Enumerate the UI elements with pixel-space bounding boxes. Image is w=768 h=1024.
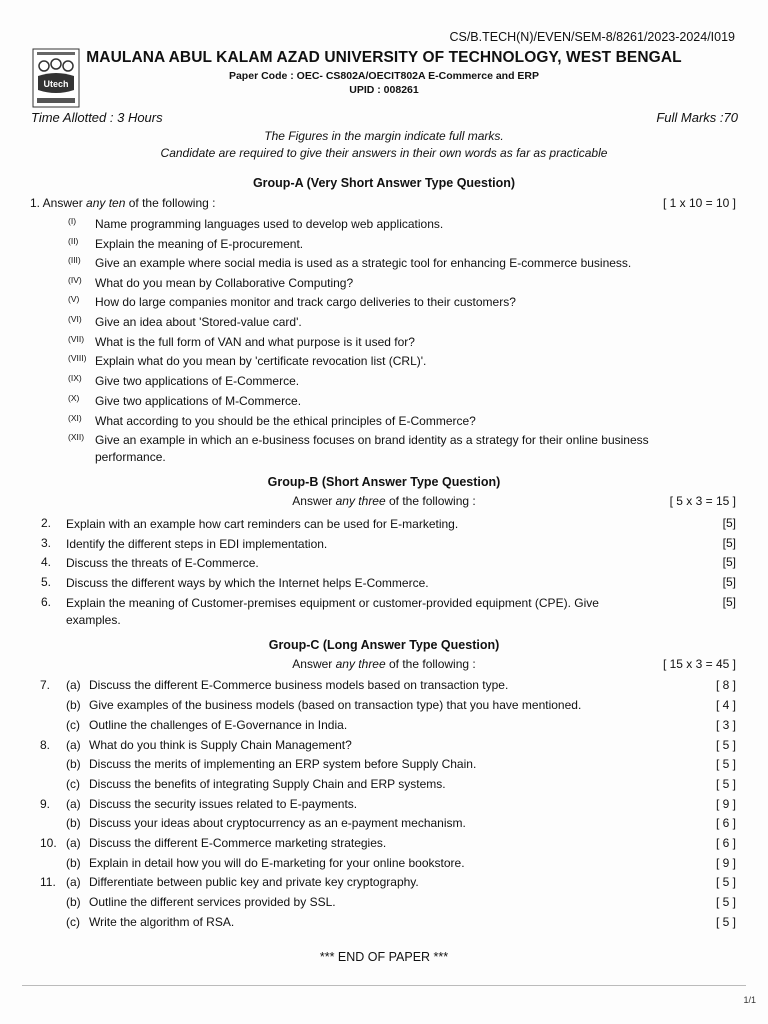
group-c-subpart-text: Discuss your ideas about cryptocurrency as an e-payment mechanism. bbox=[89, 816, 466, 830]
upid: UPID : 008261 bbox=[349, 84, 419, 96]
group-a-item-text: Give an example in which an e-business focuses on brand identity as a strategy for their online business performance. bbox=[95, 433, 649, 464]
group-c-subpart-label: (c) bbox=[66, 718, 80, 732]
group-c-subpart-text: Differentiate between public key and private key cryptography. bbox=[89, 875, 419, 889]
group-a-title: Group-A (Very Short Answer Type Question) bbox=[252, 176, 516, 190]
group-b-question-text: Discuss the threats of E-Commerce. bbox=[66, 556, 259, 570]
group-b-prompt: Answer any three of the following : bbox=[292, 494, 476, 508]
group-b-question-marks: [5] bbox=[722, 516, 736, 530]
group-c-subpart-label: (b) bbox=[66, 757, 81, 771]
group-a-item-text: How do large companies monitor and track cargo deliveries to their customers? bbox=[95, 295, 516, 309]
group-a-marks: [ 1 x 10 = 10 ] bbox=[662, 196, 736, 210]
page-bottom-rule bbox=[22, 985, 746, 986]
full-marks: Full Marks :70 bbox=[656, 110, 738, 125]
group-a-item-text: Give an idea about 'Stored-value card'. bbox=[95, 315, 302, 329]
group-c-question-number: 7. bbox=[40, 678, 51, 692]
instruction-own-words: Candidate are required to give their answers in their own words as far as practicable bbox=[160, 146, 608, 160]
group-c-subpart-label: (c) bbox=[66, 915, 80, 929]
group-c-subpart-label: (a) bbox=[66, 678, 81, 692]
group-a-item-text: Explain the meaning of E-procurement. bbox=[95, 237, 304, 251]
group-c-subpart-marks: [ 5 ] bbox=[715, 757, 736, 771]
group-c-question-number: 10. bbox=[40, 836, 57, 850]
group-c-subpart-label: (b) bbox=[66, 856, 81, 870]
group-c-subpart-label: (a) bbox=[66, 836, 81, 850]
group-a-item-number: (V) bbox=[68, 294, 80, 304]
group-c-subpart-label: (a) bbox=[66, 875, 81, 889]
group-a-item-text: Give two applications of M-Commerce. bbox=[95, 394, 302, 408]
group-a-item-text: Name programming languages used to develop web applications. bbox=[95, 217, 444, 231]
group-c-question-number: 8. bbox=[40, 738, 51, 752]
group-c-subpart-marks: [ 5 ] bbox=[715, 895, 736, 909]
group-b-question-number: 2. bbox=[41, 516, 52, 530]
group-c-marks: [ 15 x 3 = 45 ] bbox=[662, 657, 736, 671]
group-b-title: Group-B (Short Answer Type Question) bbox=[267, 475, 501, 489]
group-c-subpart-label: (a) bbox=[66, 797, 81, 811]
group-a-item-number: (XI) bbox=[68, 413, 82, 423]
group-c-subpart-text: Discuss the merits of implementing an ERP system before Supply Chain. bbox=[89, 757, 477, 771]
group-c-subpart-marks: [ 9 ] bbox=[715, 856, 736, 870]
group-c-prompt: Answer any three of the following : bbox=[292, 657, 476, 671]
page-number: 1/1 bbox=[743, 995, 756, 1005]
group-a-item-text: What is the full form of VAN and what purpose is it used for? bbox=[95, 335, 415, 349]
group-c-subpart-marks: [ 6 ] bbox=[715, 836, 736, 850]
group-c-subpart-text: Write the algorithm of RSA. bbox=[89, 915, 235, 929]
group-c-subpart-marks: [ 5 ] bbox=[715, 738, 736, 752]
group-c-subpart-label: (c) bbox=[66, 777, 80, 791]
group-c-subpart-marks: [ 5 ] bbox=[715, 915, 736, 929]
group-a-item-number: (X) bbox=[68, 393, 80, 403]
group-b-question-number: 6. bbox=[41, 595, 52, 609]
group-a-item-number: (I) bbox=[68, 216, 77, 226]
group-a-item-number: (VI) bbox=[68, 314, 82, 324]
group-b-marks: [ 5 x 3 = 15 ] bbox=[669, 494, 736, 508]
group-b-question-marks: [5] bbox=[722, 536, 736, 550]
group-c-subpart-label: (b) bbox=[66, 698, 81, 712]
group-b-question-marks: [5] bbox=[722, 595, 736, 609]
paper-code: Paper Code : OEC- CS802A/OECIT802A E-Commerce and ERP bbox=[228, 70, 540, 82]
group-c-subpart-text: Outline the challenges of E-Governance in India. bbox=[89, 718, 348, 732]
group-c-title: Group-C (Long Answer Type Question) bbox=[268, 638, 500, 652]
paper-reference-code: CS/B.TECH(N)/EVEN/SEM-8/8261/2023-2024/I019 bbox=[449, 30, 735, 44]
group-c-subpart-marks: [ 9 ] bbox=[715, 797, 736, 811]
group-a-prompt: 1. Answer any ten of the following : bbox=[30, 196, 216, 210]
group-b-question-text: Explain the meaning of Customer-premises equipment or customer-provided equipment (CPE). Give examples. bbox=[66, 596, 599, 627]
group-c-question-number: 11. bbox=[40, 875, 56, 889]
group-c-subpart-marks: [ 5 ] bbox=[715, 875, 736, 889]
university-name: MAULANA ABUL KALAM AZAD UNIVERSITY OF TECHNOLOGY, WEST BENGAL bbox=[86, 49, 682, 66]
group-c-subpart-text: Discuss the security issues related to E-payments. bbox=[89, 797, 358, 811]
group-c-subpart-text: Give examples of the business models (based on transaction type) that you have mentioned. bbox=[89, 698, 582, 712]
group-b-question-marks: [5] bbox=[722, 575, 736, 589]
group-a-item-text: Explain what do you mean by 'certificate revocation list (CRL)'. bbox=[95, 354, 427, 368]
group-b-question-number: 4. bbox=[41, 555, 52, 569]
group-c-subpart-label: (b) bbox=[66, 816, 81, 830]
group-a-item-number: (III) bbox=[68, 255, 81, 265]
group-c-subpart-marks: [ 8 ] bbox=[715, 678, 736, 692]
group-c-subpart-text: What do you think is Supply Chain Management? bbox=[89, 738, 352, 752]
group-a-item-text: Give an example where social media is used as a strategic tool for enhancing E-commerce business. bbox=[95, 256, 632, 270]
group-c-subpart-text: Discuss the different E-Commerce business models based on transaction type. bbox=[89, 678, 509, 692]
group-b-question-text: Explain with an example how cart reminders can be used for E-marketing. bbox=[66, 517, 459, 531]
group-a-item-text: Give two applications of E-Commerce. bbox=[95, 374, 300, 388]
group-a-item-number: (XII) bbox=[68, 432, 85, 442]
group-a-item-number: (VIII) bbox=[68, 353, 87, 363]
group-c-subpart-text: Discuss the benefits of integrating Supply Chain and ERP systems. bbox=[89, 777, 446, 791]
time-allotted: Time Allotted : 3 Hours bbox=[31, 110, 163, 125]
group-a-item-number: (II) bbox=[68, 236, 79, 246]
group-c-subpart-text: Discuss the different E-Commerce marketing strategies. bbox=[89, 836, 387, 850]
group-c-subpart-label: (a) bbox=[66, 738, 81, 752]
group-a-item-number: (IV) bbox=[68, 275, 82, 285]
svg-text:Utech: Utech bbox=[43, 79, 69, 89]
group-b-question-text: Discuss the different ways by which the Internet helps E-Commerce. bbox=[66, 576, 429, 590]
group-c-question-number: 9. bbox=[40, 797, 51, 811]
group-c-subpart-label: (b) bbox=[66, 895, 81, 909]
group-b-question-number: 3. bbox=[41, 536, 52, 550]
group-b-question-marks: [5] bbox=[722, 555, 736, 569]
instruction-margin-marks: The Figures in the margin indicate full marks. bbox=[264, 129, 504, 143]
group-b-question-number: 5. bbox=[41, 575, 52, 589]
end-of-paper: *** END OF PAPER *** bbox=[319, 950, 449, 964]
group-a-item-text: What according to you should be the ethical principles of E-Commerce? bbox=[95, 414, 476, 428]
group-b-question-text: Identify the different steps in EDI implementation. bbox=[66, 537, 328, 551]
group-c-subpart-marks: [ 5 ] bbox=[715, 777, 736, 791]
group-c-subpart-marks: [ 6 ] bbox=[715, 816, 736, 830]
group-c-subpart-marks: [ 3 ] bbox=[715, 718, 736, 732]
group-a-item-number: (IX) bbox=[68, 373, 82, 383]
group-c-subpart-marks: [ 4 ] bbox=[715, 698, 736, 712]
group-c-subpart-text: Explain in detail how you will do E-marketing for your online bookstore. bbox=[89, 856, 465, 870]
group-c-subpart-text: Outline the different services provided by SSL. bbox=[89, 895, 336, 909]
group-a-item-text: What do you mean by Collaborative Computing? bbox=[95, 276, 354, 290]
group-a-item-number: (VII) bbox=[68, 334, 85, 344]
